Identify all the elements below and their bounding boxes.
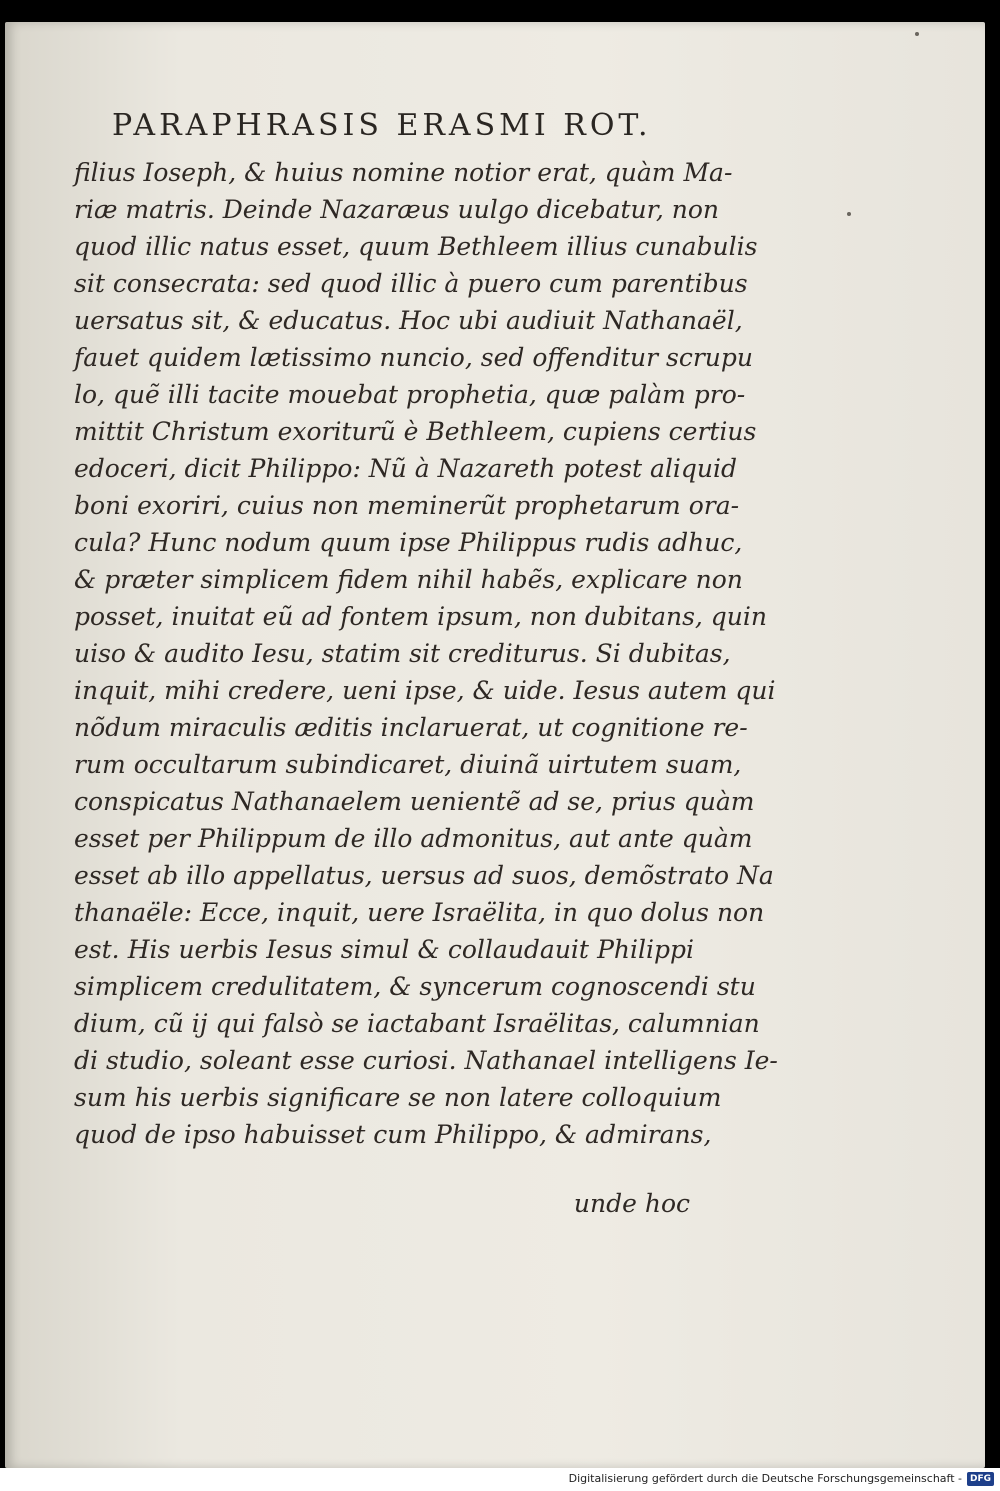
text-line: conspicatus Nathanaelem uenientẽ ad se, prius quàm [74,787,755,816]
text-line: esset ab illo appellatus, uersus ad suos, demõstrato Na [74,861,774,890]
text-line: boni exoriri, cuius non meminerũt prophetarum ora- [74,491,740,520]
text-line: sit consecrata: sed quod illic à puero cum parentibus [74,269,748,298]
text-line: dium, cũ ij qui falsò se iactabant Israëlitas, calumnian [74,1009,760,1038]
text-line: sum his uerbis significare se non latere colloquium [74,1083,722,1112]
text-line: est. His uerbis Iesus simul & collaudauit Philippi [74,935,694,964]
text-line: nõdum miraculis æditis inclaruerat, ut cognitione re- [74,713,748,742]
catchword: unde hoc [573,1189,690,1218]
text-line: uersatus sit, & educatus. Hoc ubi audiuit Nathanaël, [74,306,743,335]
text-line: fauet quidem lætissimo nuncio, sed offenditur scrupu [74,343,754,372]
text-line: uiso & audito Iesu, statim sit crediturus. Si dubitas, [74,639,731,668]
text-line: lo, quẽ illi tacite mouebat prophetia, quæ palàm pro- [74,380,746,409]
text-line: rum occultarum subindicaret, diuinã uirtutem suam, [74,750,742,779]
text-line: edoceri, dicit Philippo: Nũ à Nazareth potest aliquid [74,454,738,483]
text-line: mittit Christum exoriturũ è Bethleem, cupiens certius [74,417,757,446]
footer-bar [0,1468,1000,1491]
text-line: esset per Philippum de illo admonitus, aut ante quàm [74,824,753,853]
text-line: quod de ipso habuisset cum Philippo, & admirans, [74,1120,712,1149]
funding-credit: Digitalisierung gefördert durch die Deutsche Forschungsgemeinschaft - [568,1472,962,1485]
text-line: filius Ioseph, & huius nomine notior erat, quàm Ma- [74,158,733,187]
text-line: & præter simplicem fidem nihil habẽs, explicare non [74,565,743,594]
text-line: posset, inuitat eũ ad fontem ipsum, non dubitans, quin [74,602,767,631]
text-line: simplicem credulitatem, & syncerum cognoscendi stu [74,972,756,1001]
text-line: quod illic natus esset, quum Bethleem illius cunabulis [74,232,758,261]
text-line: cula? Hunc nodum quum ipse Philippus rudis adhuc, [74,528,743,557]
text-line: riæ matris. Deinde Nazaræus uulgo dicebatur, non [74,195,719,224]
body-text [74,154,778,1153]
paper-speck [915,32,919,36]
text-line: thanaële: Ecce, inquit, uere Israëlita, in quo dolus non [74,898,765,927]
text-line: di studio, soleant esse curiosi. Nathanael intelligens Ie- [74,1046,778,1075]
dfg-logo-icon[interactable]: DFG [967,1472,994,1486]
paper-speck [847,212,851,216]
running-head: PARAPHRASIS ERASMI ROT. [112,108,652,143]
text-line: inquit, mihi credere, ueni ipse, & uide. Iesus autem qui [74,676,776,705]
